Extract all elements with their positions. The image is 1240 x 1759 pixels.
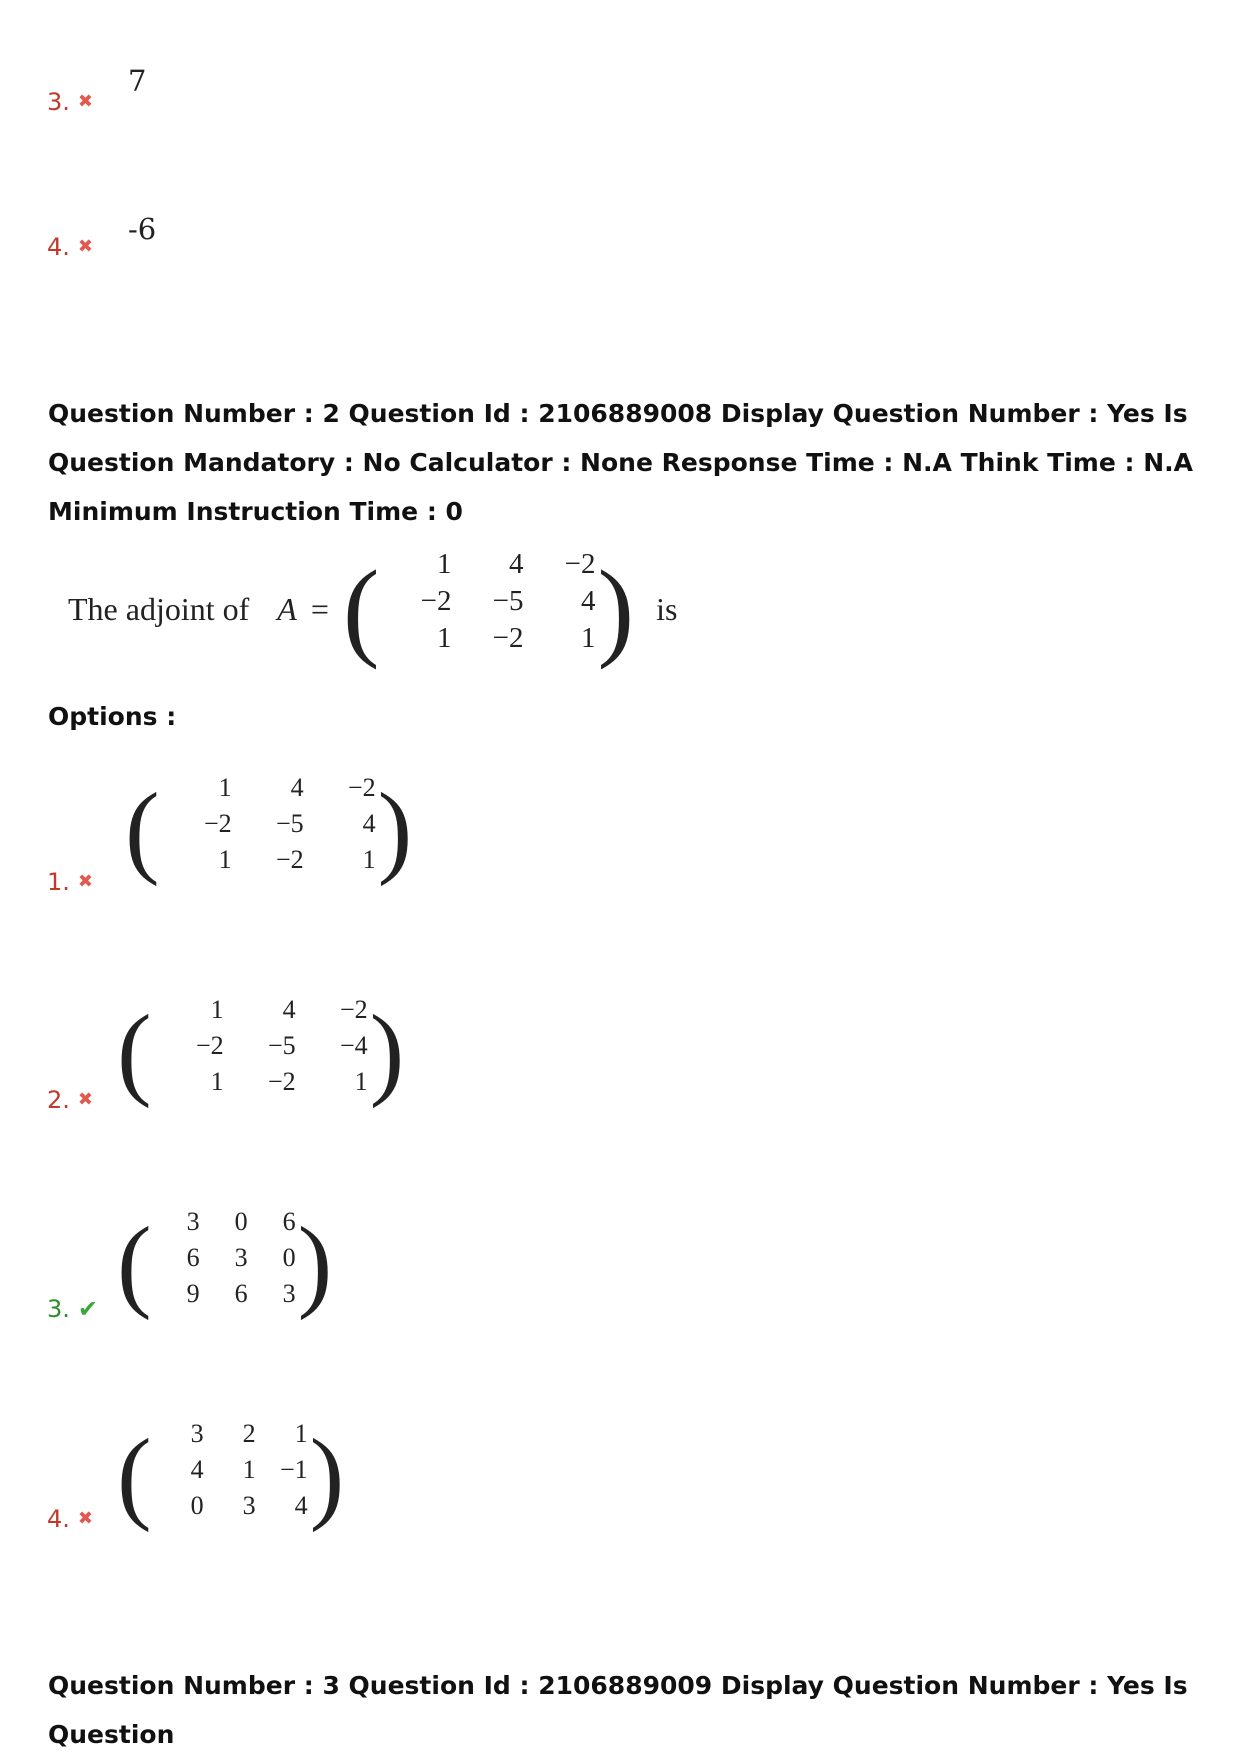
matrix-cell: 1	[218, 773, 232, 802]
matrix-grid	[152, 1416, 308, 1535]
question-stem	[68, 546, 678, 673]
cross-icon: ✖	[77, 1508, 93, 1529]
option-1-matrix	[125, 770, 412, 889]
left-paren: (	[117, 1206, 152, 1321]
stem-text: The adjoint of	[68, 591, 250, 627]
next-question-header: Question Number : 3 Question Id : 2106889009 Display Question Number : Yes Is Question	[48, 1671, 1188, 1749]
stem-equals: =	[310, 591, 329, 627]
right-paren: )	[369, 994, 405, 1109]
matrix-cell: −2	[492, 622, 524, 654]
option-4[interactable]	[47, 1505, 93, 1533]
matrix-cell: 1	[354, 1067, 368, 1096]
option-value: -6	[128, 212, 157, 246]
matrix-cell: 3	[234, 1243, 248, 1272]
matrix-cell: 0	[234, 1207, 248, 1236]
option-number: 4.	[47, 1505, 70, 1533]
option-3[interactable]	[47, 1295, 98, 1323]
option-value: 7	[128, 64, 147, 98]
matrix-cell: −1	[279, 1455, 308, 1484]
matrix-cell: 1	[242, 1455, 256, 1484]
matrix-grid	[380, 546, 596, 673]
cross-icon: ✖	[77, 91, 93, 112]
right-paren: )	[597, 548, 635, 670]
left-paren: (	[117, 994, 152, 1109]
matrix-cell: 1	[218, 845, 232, 874]
matrix-cell: 0	[190, 1491, 204, 1520]
option-number: 3.	[47, 1295, 70, 1323]
matrix-cell: −2	[347, 773, 376, 802]
matrix-cell: 1	[437, 548, 452, 580]
option-number: 4.	[47, 233, 70, 261]
option-number: 3.	[47, 88, 70, 116]
option-2-matrix	[117, 992, 404, 1111]
option-1[interactable]	[47, 868, 93, 896]
question-matrix	[343, 546, 634, 673]
stem-suffix: is	[656, 591, 678, 627]
left-paren: (	[125, 772, 160, 887]
matrix-cell: 1	[581, 622, 596, 654]
matrix-cell: 6	[282, 1207, 296, 1236]
matrix-cell: −2	[203, 809, 232, 838]
option-3-matrix	[117, 1204, 332, 1323]
matrix-grid	[152, 1204, 296, 1323]
matrix-cell: 1	[362, 845, 376, 874]
matrix-cell: −2	[267, 1067, 296, 1096]
matrix-cell: 4	[509, 548, 524, 580]
cross-icon: ✖	[77, 1089, 93, 1110]
matrix-cell: 2	[242, 1419, 256, 1448]
question-header: Question Number : 2 Question Id : 2106889008 Display Question Number : Yes Is Question Mandatory : No Calculator : None Response Time : N.A Think Time : N.A Minimum Instruction Time : 0	[48, 399, 1193, 526]
matrix-cell: 0	[282, 1243, 296, 1272]
matrix-cell: 4	[282, 995, 296, 1024]
right-paren: )	[309, 1418, 345, 1533]
matrix-grid	[160, 770, 376, 889]
matrix-cell: −5	[275, 809, 304, 838]
right-paren: )	[297, 1206, 333, 1321]
matrix-cell: 4	[190, 1455, 204, 1484]
option-4-matrix	[117, 1416, 344, 1535]
matrix-grid	[152, 992, 368, 1111]
matrix-cell: 9	[186, 1279, 200, 1308]
matrix-cell: −5	[492, 585, 524, 617]
matrix-cell: 1	[294, 1419, 308, 1448]
matrix-cell: 4	[362, 809, 376, 838]
cross-icon: ✖	[77, 236, 93, 257]
matrix-cell: 4	[290, 773, 304, 802]
check-icon: ✔	[77, 1295, 99, 1323]
matrix-cell: −5	[267, 1031, 296, 1060]
matrix-cell: 3	[186, 1207, 200, 1236]
matrix-cell: −2	[564, 548, 596, 580]
matrix-cell: 6	[234, 1279, 248, 1308]
matrix-cell: −2	[275, 845, 304, 874]
matrix-cell: 1	[210, 995, 224, 1024]
matrix-cell: 3	[190, 1419, 204, 1448]
matrix-cell: 6	[186, 1243, 200, 1272]
matrix-cell: 1	[210, 1067, 224, 1096]
matrix-cell: −2	[420, 585, 452, 617]
prev-option-4	[47, 233, 93, 261]
matrix-cell: 3	[282, 1279, 296, 1308]
right-paren: )	[377, 772, 413, 887]
option-2[interactable]	[47, 1086, 93, 1114]
matrix-cell: 4	[294, 1491, 308, 1520]
left-paren: (	[342, 548, 380, 670]
matrix-cell: 4	[581, 585, 596, 617]
matrix-cell: 3	[242, 1491, 256, 1520]
left-paren: (	[117, 1418, 152, 1533]
prev-option-3	[47, 88, 93, 116]
option-number: 1.	[47, 868, 70, 896]
options-label: Options :	[48, 702, 177, 731]
stem-variable: A	[277, 591, 297, 627]
cross-icon: ✖	[77, 871, 93, 892]
matrix-cell: −2	[339, 995, 368, 1024]
option-number: 2.	[47, 1086, 70, 1114]
matrix-cell: −2	[195, 1031, 224, 1060]
matrix-cell: −4	[339, 1031, 368, 1060]
matrix-cell: 1	[437, 622, 452, 654]
